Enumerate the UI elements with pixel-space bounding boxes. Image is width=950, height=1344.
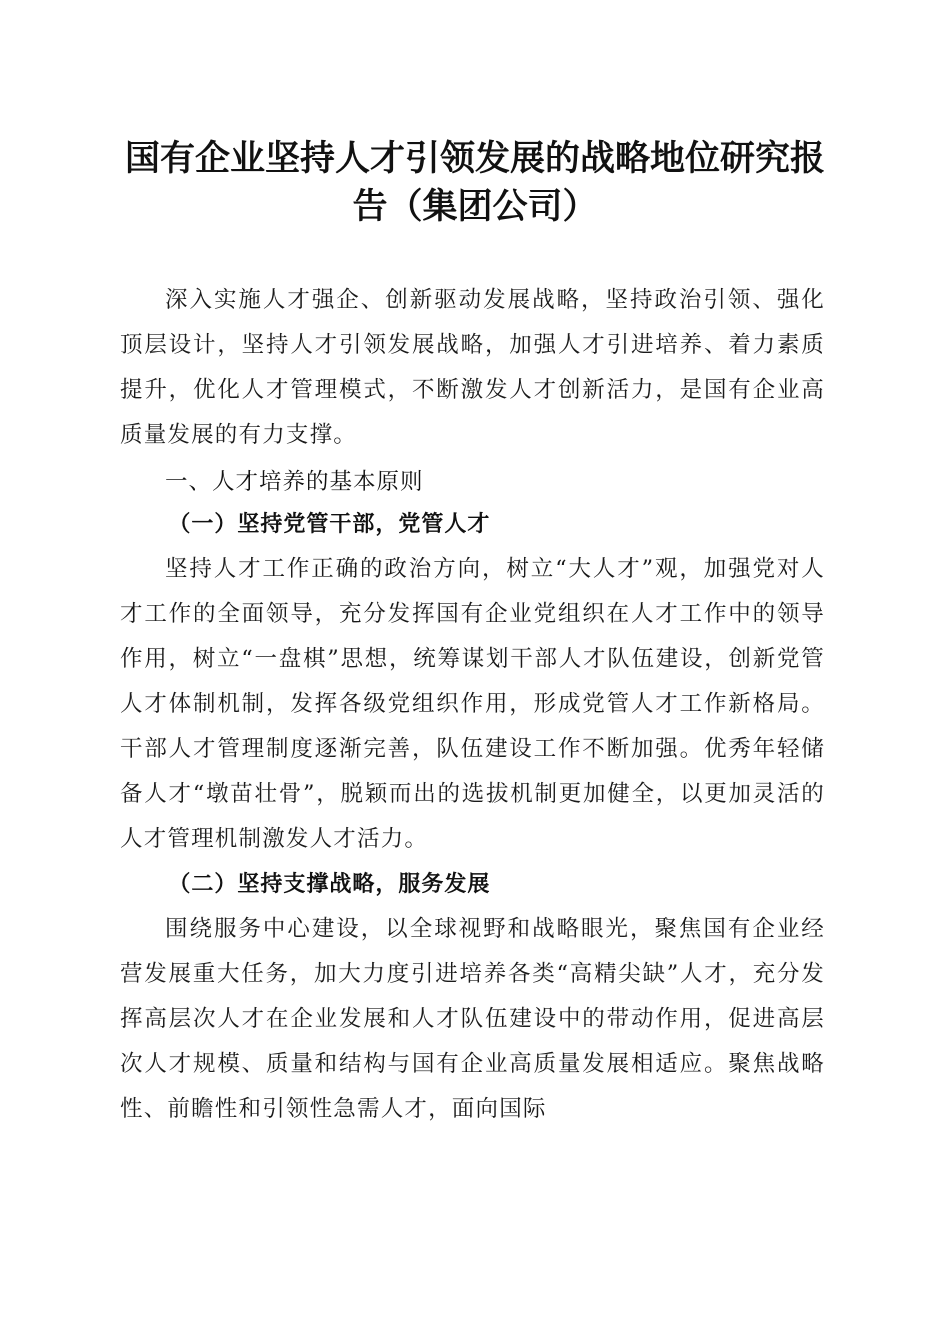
document-title-line-2: 告（集团公司） bbox=[352, 186, 598, 227]
subsection-1-paragraph: 坚持人才工作正确的政治方向，树立“大人才”观，加强党对人才工作的全面领导，充分发挥国有企业党组织在人才工作中的领导作用，树立“一盘棋”思想，统筹谋划干部人才队伍建设，创新党管人才体制机制，发挥各级党组织作用，形成党管人才工作新格局。干部人才管理制度逐渐完善，队伍建设工作不断加强。优秀年轻储备人才“墩苗壮骨”，脱颖而出的选拔机制更加健全，以更加灵活的人才管理机制激发人才活力。 bbox=[120, 556, 825, 852]
document-title-line-1: 国有企业坚持人才引领发展的战略地位研究报 bbox=[124, 138, 825, 179]
section-1-heading: 一、人才培养的基本原则 bbox=[165, 469, 424, 495]
subsection-1-heading: （一）坚持党管干部，党管人才 bbox=[168, 511, 491, 537]
document-body bbox=[120, 278, 825, 1132]
intro-paragraph: 深入实施人才强企、创新驱动发展战略，坚持政治引领、强化顶层设计，坚持人才引领发展战略，加强人才引进培养、着力素质提升，优化人才管理模式，不断激发人才创新活力，是国有企业高质量发展的有力支撑。 bbox=[120, 287, 825, 448]
subsection-2-paragraph: 围绕服务中心建设，以全球视野和战略眼光，聚焦国有企业经营发展重大任务，加大力度引进培养各类“高精尖缺”人才，充分发挥高层次人才在企业发展和人才队伍建设中的带动作用，促进高层次人才规模、质量和结构与国有企业高质量发展相适应。聚焦战略性、前瞻性和引领性急需人才，面向国际 bbox=[120, 916, 825, 1122]
subsection-2-heading: （二）坚持支撑战略，服务发展 bbox=[168, 871, 491, 897]
